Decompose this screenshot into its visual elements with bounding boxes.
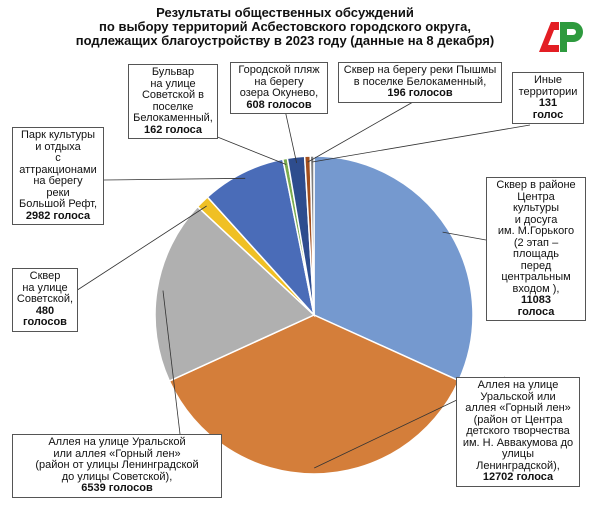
slice-label-sovetskaya-square: Сквер на улице Советской, 480 голосов bbox=[12, 268, 78, 332]
title-line: подлежащих благоустройству в 2023 году (данные на 8 декабря) bbox=[75, 33, 495, 48]
leader-line bbox=[285, 110, 297, 163]
slice-label-gorny-len-east: Аллея на улице Уральской или аллея «Горный лен» (район от Центра детского творчества им. Н. Аввакумова до улицы Ленинградской), 12702 голоса bbox=[456, 377, 580, 487]
slice-label-pyshma-square: Сквер на берегу реки Пышмы в поселке Белокаменный, 196 голосов bbox=[338, 62, 502, 103]
leader-line bbox=[312, 125, 530, 162]
slice-label-okunevo-beach: Городской пляж на берегу озера Окунево, 608 голосов bbox=[230, 62, 328, 114]
slice-label-belokamenny-boulevard: Бульвар на улице Советской в поселке Белокаменный, 162 голоса bbox=[128, 64, 218, 139]
slice-label-gorky-square: Сквер в районе Центра культуры и досуга им. М.Горького (2 этап – площадь перед центральным входом ), 11083 голоса bbox=[486, 177, 586, 321]
title-line: по выбору территорий Асбестовского городского округа, bbox=[99, 19, 471, 34]
slice-label-reft-park: Парк культуры и отдыха с аттракционами на берегу реки Большой Рефт, 2982 голоса bbox=[12, 127, 104, 225]
slice-label-other: Иные территории 131 голос bbox=[512, 72, 584, 124]
leader-line bbox=[104, 178, 245, 180]
title-line: Результаты общественных обсуждений bbox=[156, 5, 414, 20]
slice-label-gorny-len-west: Аллея на улице Уральской или аллея «Горный лен» (район от улицы Ленинградской до улицы Советской), 6539 голосов bbox=[12, 434, 222, 498]
